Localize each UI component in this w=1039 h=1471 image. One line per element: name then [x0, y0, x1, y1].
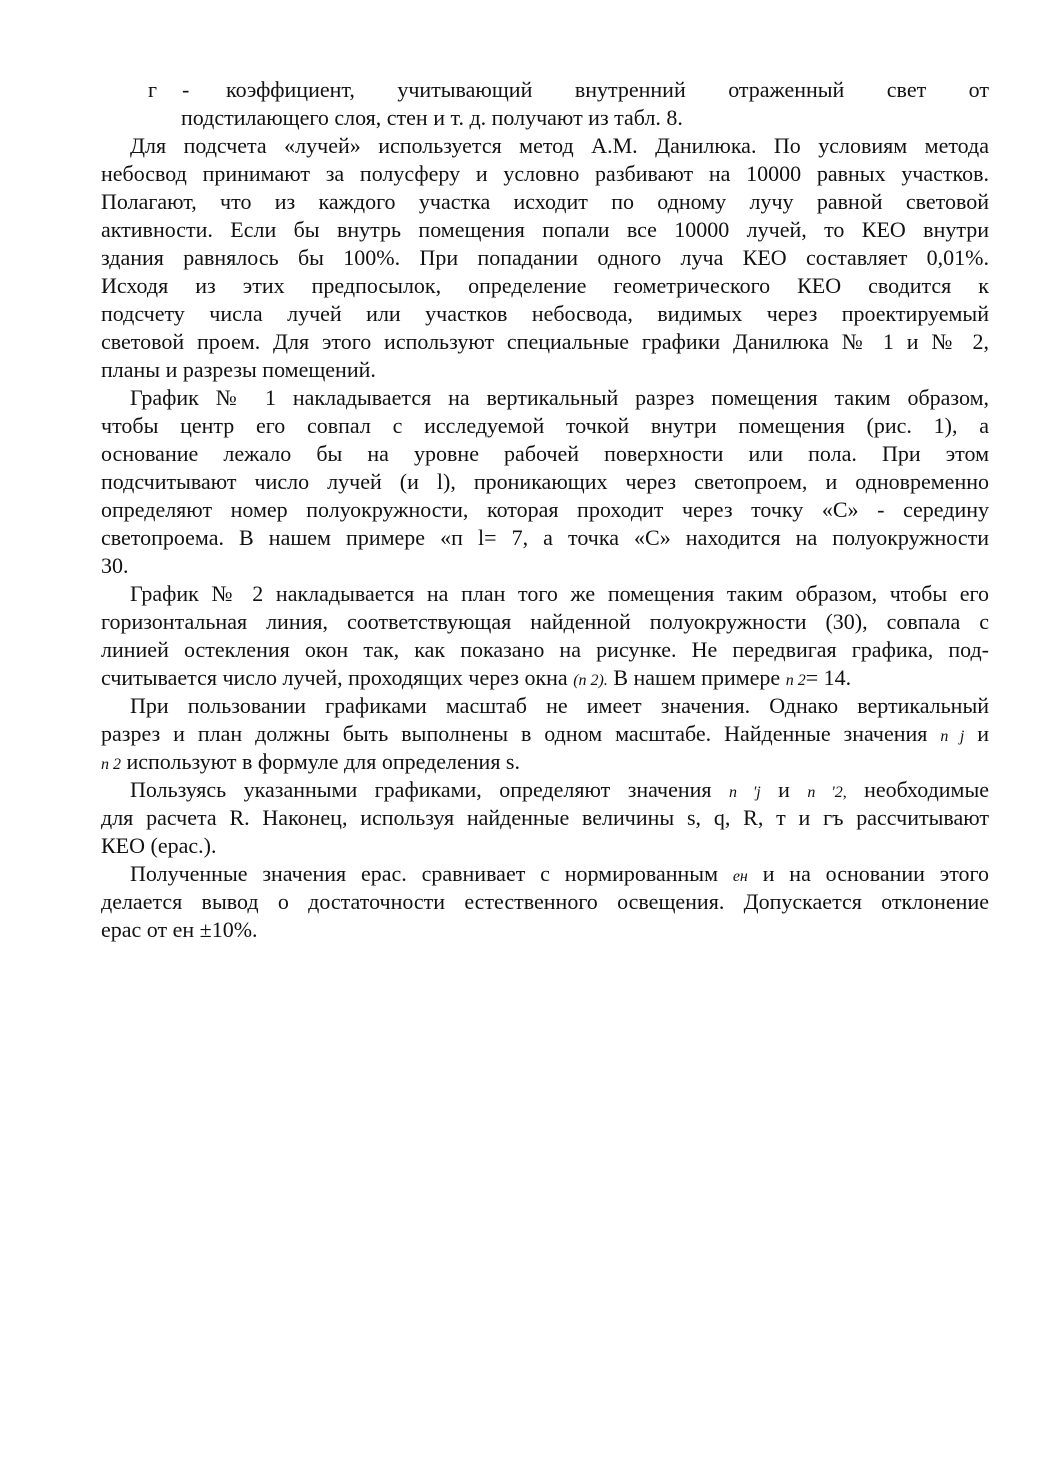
paragraph-4-text: используют в формуле для определения s.	[126, 749, 520, 774]
paragraph-6-text: и на основании этого	[762, 861, 989, 886]
paragraph-5-line: для расчета R. Наконец, используя найденные величины s, q, R, т и гъ рассчитывают	[101, 805, 989, 830]
paragraph-2-line: чтобы центр его совпал с исследуемой точкой внутри помещения (рис. 1), а	[101, 413, 989, 438]
symbol-n2: п 2	[785, 672, 806, 689]
paragraph-2-line: определяют номер полуокружности, которая проходит через точку «С» - середину	[101, 497, 989, 522]
paragraph-3-text: считывается число лучей, проходящих через окна	[101, 665, 568, 690]
paragraph-4-text: и	[977, 721, 989, 746]
paragraph-5-text: и	[778, 777, 790, 802]
paragraph-3-text: В нашем примере	[613, 665, 781, 690]
paragraph-1-line: планы и разрезы помещений.	[101, 357, 376, 382]
paragraph-3-line: горизонтальная линия, соответствующая найденной полуокружности (30), совпала с	[101, 609, 989, 634]
paragraph-1-line: здания равнялось бы 100%. При попадании одного луча КЕО составляет 0,01%.	[101, 245, 989, 270]
paragraph-4-line	[101, 720, 989, 748]
paragraph-2-line: 30.	[101, 553, 129, 578]
paragraph-2-line: светопроема. В нашем примере «п l= 7, а точка «С» находится на полуокружности	[101, 525, 989, 550]
paragraph-1-line: световой проем. Для этого используют специальные графики Данилюка № 1 и № 2,	[101, 329, 989, 354]
paragraph-1-line: Полагают, что из каждого участка исходит по одному лучу равной световой	[101, 189, 989, 214]
paragraph-2-line: подсчитывают число лучей (и l), проникающих через светопроем, и одновременно	[101, 469, 989, 494]
paragraph-1-line: небосвод принимают за полусферу и условно разбивают на 10000 равных участков.	[101, 161, 989, 186]
paragraph-5-line: КЕО (ерас.).	[101, 833, 217, 858]
symbol-n2: п 2	[101, 756, 121, 773]
paragraph-6-line: делается вывод о достаточности естественного освещения. Допускается отклонение	[101, 889, 989, 914]
paragraph-1-line: Исходя из этих предпосылок, определение геометрического КЕО сводится к	[101, 273, 989, 298]
definition-text: коэффициент, учитывающий внутренний отраженный свет от	[226, 77, 989, 102]
paragraph-4-line	[101, 748, 989, 776]
paragraph-1-line: активности. Если бы внутрь помещения попали все 10000 лучей, то КЕО внутри	[101, 217, 989, 242]
paragraph-3-text: = 14.	[805, 665, 852, 690]
paragraph-5-text: необходимые	[864, 777, 989, 802]
symbol-n2: (п 2).	[573, 672, 608, 689]
paragraph-2-line: График № 1 накладывается на вертикальный разрез помещения таким образом,	[130, 385, 989, 410]
symbol-nj: п j	[940, 728, 965, 745]
paragraph-6-text: Полученные значения ерас. сравнивает с нормированным	[130, 861, 718, 886]
paragraph-1-line: Для подсчета «лучей» используется метод А.М. Данилюка. По условиям метода	[130, 133, 989, 158]
paragraph-3-line: линией остекления окон так, как показано на рисунке. Не передвигая графика, под-	[101, 637, 989, 662]
definition-line: подстилающего слоя, стен и т. д. получают из табл. 8.	[181, 105, 683, 130]
paragraph-3-line	[101, 664, 989, 692]
paragraph-4-text: разрез и план должны быть выполнены в одном масштабе. Найденные значения	[101, 721, 928, 746]
document-body	[101, 76, 989, 944]
definition-symbol: г	[148, 77, 158, 102]
symbol-n-prime-j: п 'j	[728, 784, 761, 801]
paragraph-1-line: подсчету числа лучей или участков небосвода, видимых через проектируемый	[101, 301, 989, 326]
definition-line	[101, 76, 989, 104]
paragraph-6-line: ерас от ен ±10%.	[101, 917, 258, 942]
paragraph-3-line: График № 2 накладывается на план того же помещения таким образом, чтобы его	[130, 581, 989, 606]
paragraph-5-text: Пользуясь указанными графиками, определяют значения	[130, 777, 712, 802]
paragraph-5-line	[101, 776, 989, 804]
paragraph-2-line: основание лежало бы на уровне рабочей поверхности или пола. При этом	[101, 441, 989, 466]
symbol-n-prime-2: п '2,	[807, 784, 847, 801]
symbol-en: ен	[732, 868, 748, 885]
paragraph-4-line: При пользовании графиками масштаб не имеет значения. Однако вертикальный	[130, 693, 989, 718]
definition-dash: -	[182, 77, 190, 102]
paragraph-6-line	[101, 860, 989, 888]
